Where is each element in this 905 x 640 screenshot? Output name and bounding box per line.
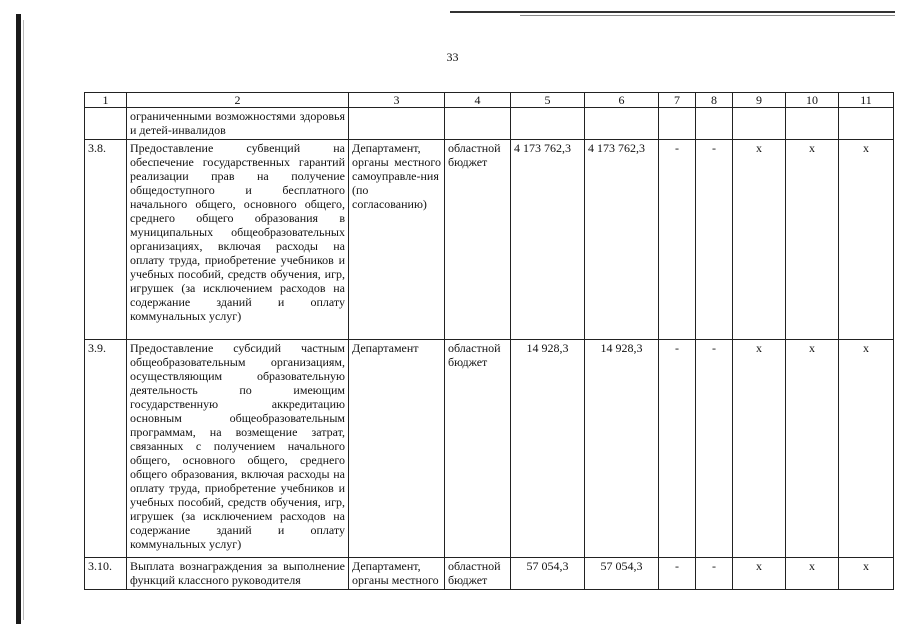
cell-col6 (585, 108, 659, 140)
cell-col9: х (733, 140, 786, 340)
cell-col6: 57 054,3 (585, 558, 659, 590)
cell-col10 (786, 108, 839, 140)
header-cell: 1 (85, 93, 127, 108)
cell-col6: 4 173 762,3 (585, 140, 659, 340)
cell-col7: - (659, 140, 696, 340)
scan-edge-line (23, 20, 24, 620)
cell-executor: Департамент, органы местного самоуправле-ния (по согласованию) (349, 140, 445, 340)
header-cell: 3 (349, 93, 445, 108)
cell-col9 (733, 108, 786, 140)
cell-col8: - (696, 558, 733, 590)
table-row (85, 340, 894, 558)
cell-col5 (511, 108, 585, 140)
cell-col5: 14 928,3 (511, 340, 585, 558)
cell-col6: 14 928,3 (585, 340, 659, 558)
header-cell: 5 (511, 93, 585, 108)
cell-id: 3.8. (85, 140, 127, 340)
cell-col9: х (733, 340, 786, 558)
cell-col10: х (786, 558, 839, 590)
cell-source: областной бюджет (445, 340, 511, 558)
header-cell: 6 (585, 93, 659, 108)
cell-col8: - (696, 140, 733, 340)
table-row (85, 140, 894, 340)
cell-col11: х (839, 558, 894, 590)
cell-id: 3.9. (85, 340, 127, 558)
cell-col5: 4 173 762,3 (511, 140, 585, 340)
cell-col11: х (839, 340, 894, 558)
cell-description: ограниченными возможностями здоровья и детей-инвалидов (127, 108, 349, 140)
header-cell: 8 (696, 93, 733, 108)
cell-description: Предоставление субвенций на обеспечение государственных гарантий реализации прав на получение общедоступного и бесплатного начального общего, основного общего, среднего общего образования в муниципальных общеобразовательных организациях, включая расходы на оплату труда, приобретение учебников и учебных пособий, средств обучения, игр, игрушек (за исключением расходов на содержание зданий и оплату коммунальных услуг) (127, 140, 349, 340)
header-cell: 2 (127, 93, 349, 108)
cell-col10: х (786, 140, 839, 340)
cell-executor: Департамент (349, 340, 445, 558)
cell-col5: 57 054,3 (511, 558, 585, 590)
cell-source: областной бюджет (445, 558, 511, 590)
cell-id (85, 108, 127, 140)
cell-description: Предоставление субсидий частным общеобразовательным организациям, осуществляющим образовательную деятельность по имеющим государственную аккредитацию основным общеобразовательным программам, на возмещение затрат, связанных с получением начального общего, основного общего, среднего общего образования, включая расходы на оплату труда, приобретение учебников и учебных пособий, средств обучения, игр, игрушек (за исключением расходов на содержание зданий и оплату коммунальных услуг) (127, 340, 349, 558)
scan-edge-mark (16, 14, 21, 624)
table-row (85, 558, 894, 590)
scan-top-line (450, 11, 895, 13)
table-header-row (85, 93, 894, 108)
cell-source (445, 108, 511, 140)
cell-col8 (696, 108, 733, 140)
cell-col10: х (786, 340, 839, 558)
cell-id: 3.10. (85, 558, 127, 590)
cell-col7 (659, 108, 696, 140)
cell-col11 (839, 108, 894, 140)
header-cell: 4 (445, 93, 511, 108)
cell-executor: Департамент, органы местного (349, 558, 445, 590)
header-cell: 10 (786, 93, 839, 108)
cell-col7: - (659, 340, 696, 558)
header-cell: 11 (839, 93, 894, 108)
cell-col11: х (839, 140, 894, 340)
cell-description: Выплата вознаграждения за выполнение функций классного руководителя (127, 558, 349, 590)
cell-executor (349, 108, 445, 140)
cell-col7: - (659, 558, 696, 590)
program-table (84, 92, 894, 590)
cell-col8: - (696, 340, 733, 558)
page-number: 33 (446, 50, 459, 64)
cell-source: областной бюджет (445, 140, 511, 340)
header-cell: 7 (659, 93, 696, 108)
table-row-continuation (85, 108, 894, 140)
cell-col9: х (733, 558, 786, 590)
header-cell: 9 (733, 93, 786, 108)
scan-top-line-secondary (520, 15, 895, 16)
